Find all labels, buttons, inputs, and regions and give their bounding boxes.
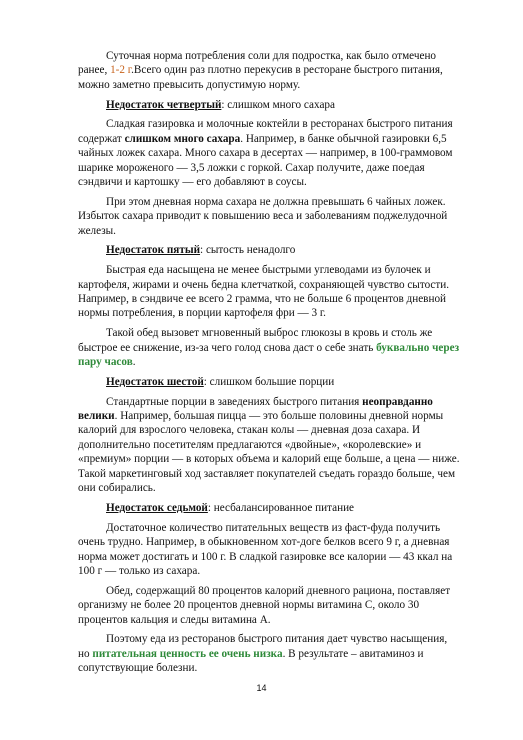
section-6-heading (78, 375, 460, 389)
section-4-paragraph-2: При этом дневная норма сахара не должна превышать 6 чайных ложек. Избыток сахара приводит к повышению веса и заболеваниям поджелудочной железы. (78, 195, 448, 237)
section-5-heading (78, 243, 460, 257)
section-4-p1-end: . Например, в банке обычной газировки 6,5 чайных ложек сахара. Много сахара в десертах — например, в 100-граммовом шарике мороженого — 3,5 ложки с горкой. Сахар получите, даже поедая сэндвичи и картошку — его добавляют в соусы. (78, 132, 453, 189)
section-6-p1-end: . Например, большая пицца — это больше половины дневной нормы калорий для взрослого человека, стакан колы — дневная доза сахара. И дополнительно посетителям предлагаются «двойные», «королевские» и «премиум» порции — в которых объема и калорий еще больше, а цена — ниже. Такой маркетинговый ход заставляет покупателей съедать гораздо больше, чем они собирались. (78, 410, 460, 495)
page-number: 14 (256, 683, 267, 693)
section-4-paragraph-1 (78, 117, 460, 189)
section-7-p3-end: . В результате – авитаминоз и сопутствующие болезни. (78, 647, 424, 675)
intro-text-end: .Всего один раз плотно перекусив в ресторане быстрого питания, можно заметно превысить допустимую норму. (78, 64, 443, 91)
section-7-p3-highlight: питательная ценность ее очень низка (92, 647, 283, 660)
section-5-title: Недостаток пятый (106, 244, 201, 257)
section-7-paragraph-1: Достаточное количество питательных веществ из фаст-фуда получить очень трудно. Например, в обыкновенном хот-доге белков всего 9 г, а дневная норма может достигать и 100 г. В сладкой газировке все калории — 43 ккал на 100 г — только из сахара. (78, 521, 453, 577)
section-4-p1-start: Сладкая газировка и молочные коктейли в ресторанах быстрого питания содержат (78, 118, 453, 145)
section-7-title: Недостаток седьмой (106, 501, 208, 514)
section-5-subtitle: : сытость ненадолго (200, 244, 296, 257)
intro-paragraph (78, 49, 460, 92)
section-5-p2-highlight: буквально через пару часов (78, 341, 460, 369)
section-5-p2-end: . (132, 356, 136, 369)
section-4-title: Недостаток четвертый (106, 98, 222, 111)
section-4-heading (78, 98, 460, 112)
section-5-paragraph-1: Быстрая еда насыщена не менее быстрыми углеводами из булочек и картофеля, жирами и очень бедна клетчаткой, сохраняющей чувство сытости. Например, в сэндвиче ее всего 2 грамма, что не больше 6 процентов дневной нормы потребления, в порции картофеля фри — 3 г. (78, 264, 450, 320)
section-6-p1-bold: неоправданно велики (78, 395, 433, 423)
section-5-p2-start: Такой обед вызовет мгновенный выброс глюкозы в кровь и столь же быстрое ее снижение, из-за чего голод снова даст о себе знать (78, 327, 433, 354)
section-6-p1-start: Стандартные порции в заведениях быстрого питания (106, 395, 363, 408)
section-4-p1-bold: слишком много сахара (124, 132, 241, 145)
page-body (78, 49, 460, 681)
section-7-heading (78, 501, 460, 515)
section-6-subtitle: : слишком большие порции (203, 375, 335, 388)
intro-text-start: Суточная норма потребления соли для подростка, как было отмечено ранее, (78, 50, 437, 77)
section-7-subtitle: : несбалансированное питание (207, 501, 355, 514)
section-7-p3-start: Поэтому еда из ресторанов быстрого питания дает чувство насыщения, но (78, 633, 448, 660)
section-5-paragraph-2 (78, 326, 460, 369)
salt-norm-highlight: 1-2 г (110, 64, 132, 77)
section-6-paragraph-1 (78, 395, 460, 496)
section-7-paragraph-2: Обед, содержащий 80 процентов калорий дневного рациона, поставляет организму не более 20 процентов дневной нормы витамина С, около 30 процентов кальция и следы витамина А. (78, 584, 451, 626)
section-7-paragraph-3 (78, 632, 460, 675)
section-6-title: Недостаток шестой (106, 375, 204, 388)
section-4-subtitle: : слишком много сахара (221, 98, 335, 111)
